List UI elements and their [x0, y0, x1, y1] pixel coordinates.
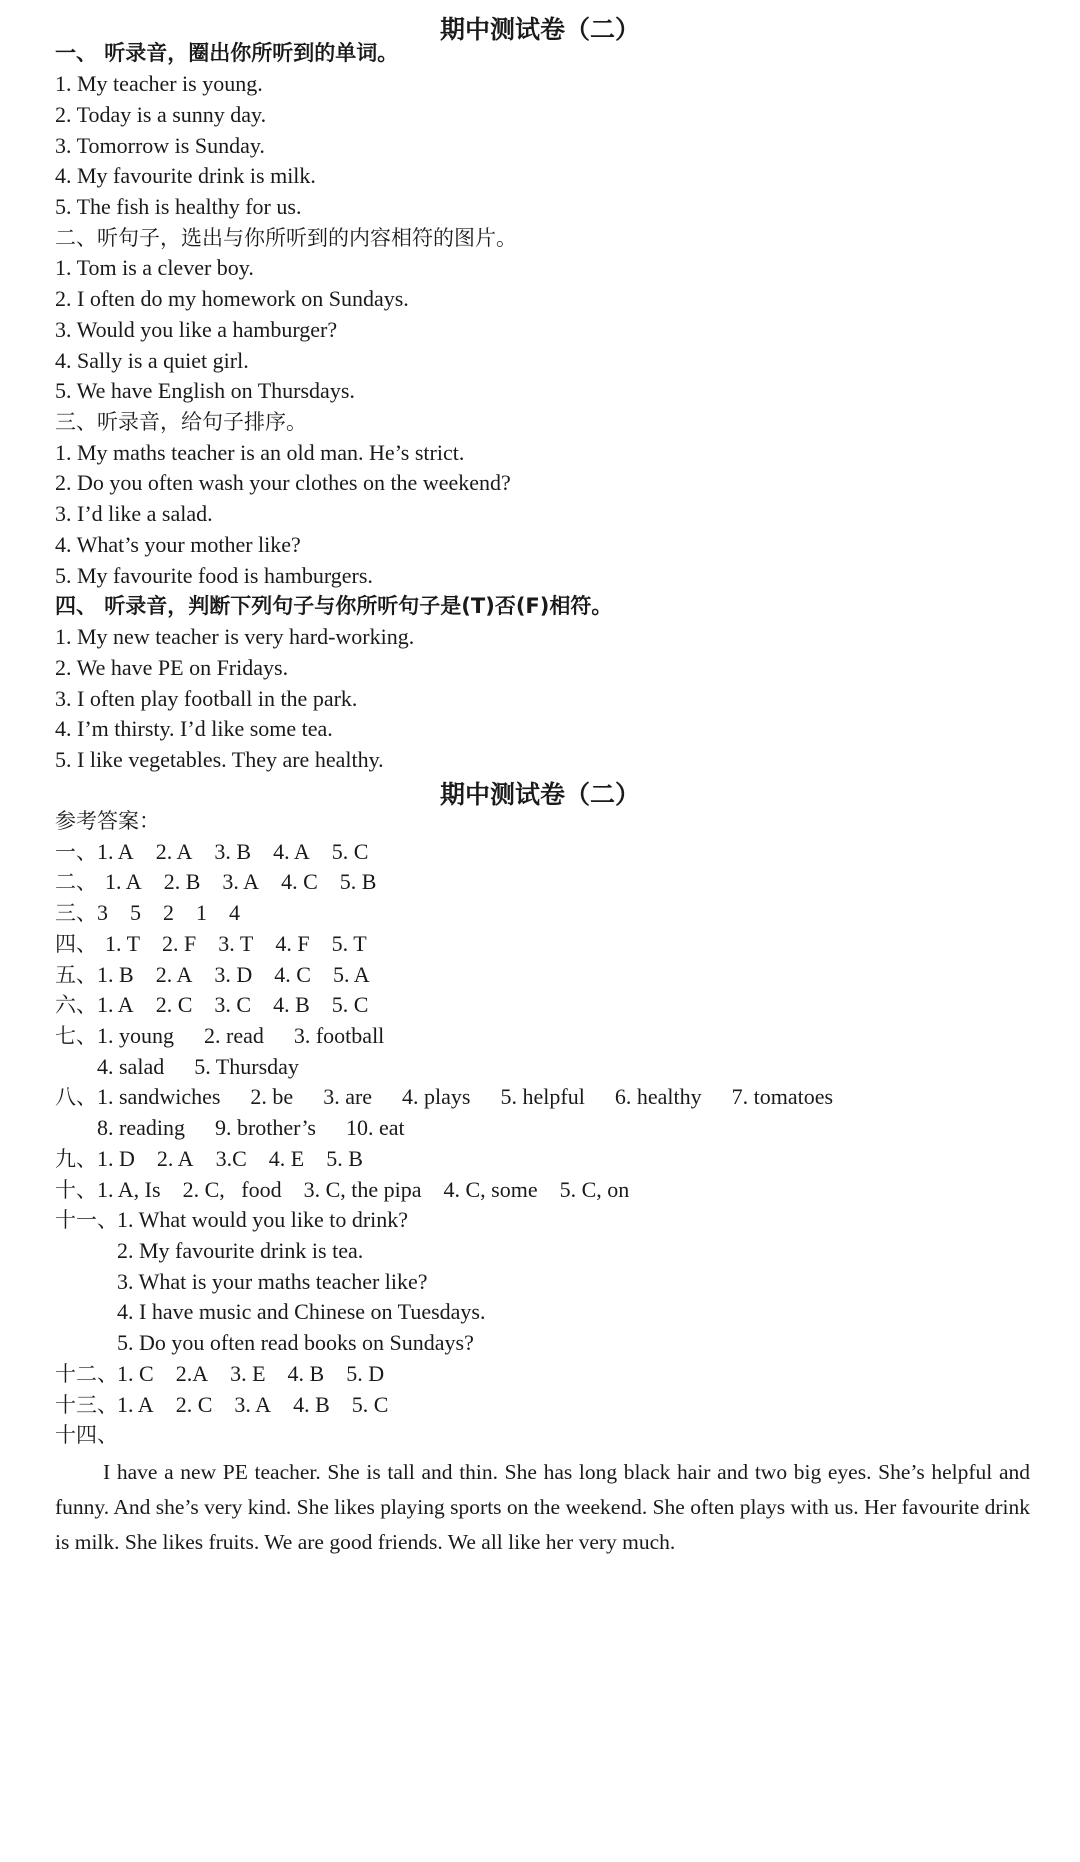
answer-row [55, 867, 398, 897]
answer-cell: 3.C [215, 1146, 247, 1171]
listening-item: 3. I’d like a salad. [55, 501, 213, 526]
answer-cell: 1. T [105, 931, 141, 956]
answer-cell: 1. young [97, 1023, 174, 1048]
listening-item: 2. Do you often wash your clothes on the weekend? [55, 470, 511, 495]
section-heading: 二、听句子，选出与你所听到的内容相符的图片。 [55, 226, 517, 250]
answer-cell: 3. A [234, 1392, 272, 1417]
answer-row [55, 1359, 406, 1389]
answer-cell: 2. C [155, 992, 193, 1017]
listening-item: 1. Tom is a clever boy. [55, 255, 254, 280]
listening-item: 3. Tomorrow is Sunday. [55, 133, 265, 158]
answer-row-label: 十二、 [55, 1362, 118, 1386]
answer-cell: 3. are [323, 1084, 373, 1109]
answer-cell: 5. T [331, 931, 367, 956]
listening-item: 2. Today is a sunny day. [55, 102, 267, 127]
answer-row [55, 1205, 438, 1235]
answer-cell: 4. F [275, 931, 310, 956]
answer-row [97, 1052, 329, 1082]
listening-item: 4. My favourite drink is milk. [55, 163, 316, 188]
answer-cell: 5. helpful [500, 1084, 585, 1109]
answer-cell: 10. eat [346, 1115, 405, 1140]
answer-cell: 3. E [230, 1361, 266, 1386]
answer-cell: 5. C [331, 839, 369, 864]
answer-cell: 1. B [97, 962, 134, 987]
answer-row [117, 1297, 515, 1327]
answers-label: 参考答案： [55, 809, 160, 833]
answer-cell: 5. B [339, 869, 377, 894]
answer-row-label: 五、 [55, 963, 97, 987]
answer-cell: 3. football [293, 1023, 385, 1048]
answer-cell: 5. B [326, 1146, 363, 1171]
answer-row [117, 1267, 458, 1297]
answer-cell: 1. A [97, 839, 134, 864]
answer-cell: 2. C [175, 1392, 213, 1417]
answer-cell: 3. A [222, 869, 260, 894]
answer-cell: 5. Do you often read books on Sundays? [117, 1330, 474, 1355]
answer-cell: 2. F [162, 931, 197, 956]
answer-cell: 5. D [346, 1361, 385, 1386]
answers-title: 期中测试卷（二） [439, 780, 640, 809]
answer-cell: 4. C [274, 962, 311, 987]
answer-cell: 2. A [156, 1146, 194, 1171]
answer-cell: 4 [229, 900, 240, 925]
answer-row [55, 1175, 651, 1205]
answer-cell: 4. C, some [443, 1177, 538, 1202]
answer-cell: 3. C [214, 992, 252, 1017]
answer-row [55, 837, 390, 867]
answer-cell: 2. A [155, 839, 193, 864]
answer-row [55, 1082, 863, 1112]
answer-cell: 5. A [332, 962, 370, 987]
answer-cell: 4. salad [97, 1054, 165, 1079]
listening-item: 5. The fish is healthy for us. [55, 194, 302, 219]
answer-row [55, 898, 262, 928]
answer-cell: 1. A, Is [97, 1177, 161, 1202]
answer-cell: 1. sandwiches [97, 1084, 221, 1109]
answer-cell: 5. C [331, 992, 369, 1017]
answer-cell: 3. T [218, 931, 254, 956]
answer-row-label: 九、 [55, 1147, 97, 1171]
listening-item: 1. My teacher is young. [55, 71, 263, 96]
section-heading: 四、 听录音，判断下列句子与你所听句子是(T)否(F)相符。 [55, 594, 613, 618]
answer-cell: 1. C [117, 1361, 154, 1386]
answer-cell: 1. A [117, 1392, 154, 1417]
answer-cell: 3. What is your maths teacher like? [117, 1269, 428, 1294]
answer-row [55, 1144, 385, 1174]
answer-cell: 8. reading [97, 1115, 185, 1140]
answer-cell: 4. plays [402, 1084, 471, 1109]
answer-cell: 4. A [273, 839, 310, 864]
answer-cell: 9. brother’s [214, 1115, 316, 1140]
answer-cell: 4. B [293, 1392, 330, 1417]
listening-item: 4. Sally is a quiet girl. [55, 348, 249, 373]
answer-row [55, 929, 389, 959]
answer-cell: 5. C [351, 1392, 389, 1417]
answer-cell: 3. C, the pipa [303, 1177, 422, 1202]
answer-row-label: 八、 [55, 1085, 97, 1109]
answer-row [55, 1021, 414, 1051]
answer-row-label: 十一、 [55, 1208, 118, 1232]
answer-row-label: 十三、 [55, 1393, 118, 1417]
answer-cell: 3. D [214, 962, 253, 987]
answer-cell: 7. tomatoes [731, 1084, 834, 1109]
answer-row-label: 一、 [55, 840, 97, 864]
answer-row [97, 1113, 435, 1143]
answer-cell: 2. A [155, 962, 193, 987]
answer-cell: 2. My favourite drink is tea. [117, 1238, 364, 1263]
listening-item: 5. We have English on Thursdays. [55, 378, 355, 403]
listening-item: 4. I’m thirsty. I’d like some tea. [55, 716, 333, 741]
answer-row-label: 四、 [55, 932, 97, 956]
listening-item: 3. Would you like a hamburger? [55, 317, 338, 342]
answer-cell: 2. B [163, 869, 201, 894]
listening-item: 3. I often play football in the park. [55, 686, 358, 711]
answer-cell: 2. C, food [182, 1177, 282, 1202]
answer-row [55, 1420, 117, 1450]
answer-row [55, 990, 390, 1020]
answer-row-label: 三、 [55, 901, 97, 925]
answer-cell: 4. I have music and Chinese on Tuesdays. [117, 1299, 486, 1324]
answer-row-label: 十四、 [55, 1423, 118, 1447]
exam-title: 期中测试卷（二） [439, 15, 640, 44]
answer-cell: 1. D [97, 1146, 135, 1171]
listening-item: 4. What’s your mother like? [55, 532, 301, 557]
answer-cell: 5 [130, 900, 141, 925]
answer-cell: 4. B [273, 992, 310, 1017]
listening-item: 2. I often do my homework on Sundays. [55, 286, 409, 311]
answer-cell: 4. B [287, 1361, 325, 1386]
answer-cell: 1 [196, 900, 207, 925]
essay-paragraph: I have a new PE teacher. She is tall and thin. She has long black hair and two big eyes. She’s helpful and funny. And she’s very kind. She likes playing sports on the weekend. She often plays with us. Her favourite drink is milk. She likes fruits. We are good friends. We all like her very much. [55, 1460, 1030, 1554]
answer-cell: 2. be [250, 1084, 294, 1109]
answer-cell: 4. E [268, 1146, 305, 1171]
answer-row [117, 1328, 504, 1358]
answer-cell: 3 [97, 900, 108, 925]
answer-cell: 5. C, on [559, 1177, 630, 1202]
answer-cell: 6. healthy [614, 1084, 702, 1109]
listening-item: 5. I like vegetables. They are healthy. [55, 747, 384, 772]
answer-cell: 2. read [204, 1023, 264, 1048]
answer-row [55, 1390, 410, 1420]
answer-row-label: 十、 [55, 1178, 97, 1202]
listening-item: 2. We have PE on Fridays. [55, 655, 289, 680]
answer-cell: 1. What would you like to drink? [117, 1207, 409, 1232]
answer-cell: 1. A [105, 869, 142, 894]
answer-cell: 1. A [97, 992, 134, 1017]
listening-item: 5. My favourite food is hamburgers. [55, 563, 373, 588]
listening-item: 1. My maths teacher is an old man. He’s strict. [55, 440, 465, 465]
answer-cell: 5. Thursday [194, 1054, 299, 1079]
listening-item: 1. My new teacher is very hard-working. [55, 624, 415, 649]
answer-cell: 2 [163, 900, 174, 925]
answer-row-label: 七、 [55, 1024, 97, 1048]
section-heading: 一、 听录音，圈出你所听到的单词。 [55, 41, 399, 65]
section-heading: 三、听录音，给句子排序。 [55, 410, 307, 434]
answer-row [117, 1236, 393, 1266]
answer-cell: 4. C [281, 869, 318, 894]
answer-cell: 3. B [214, 839, 252, 864]
answer-row-label: 六、 [55, 993, 97, 1017]
answer-row-label: 二、 [55, 870, 97, 894]
answer-cell: 2.A [175, 1361, 209, 1386]
answer-row [55, 960, 392, 990]
